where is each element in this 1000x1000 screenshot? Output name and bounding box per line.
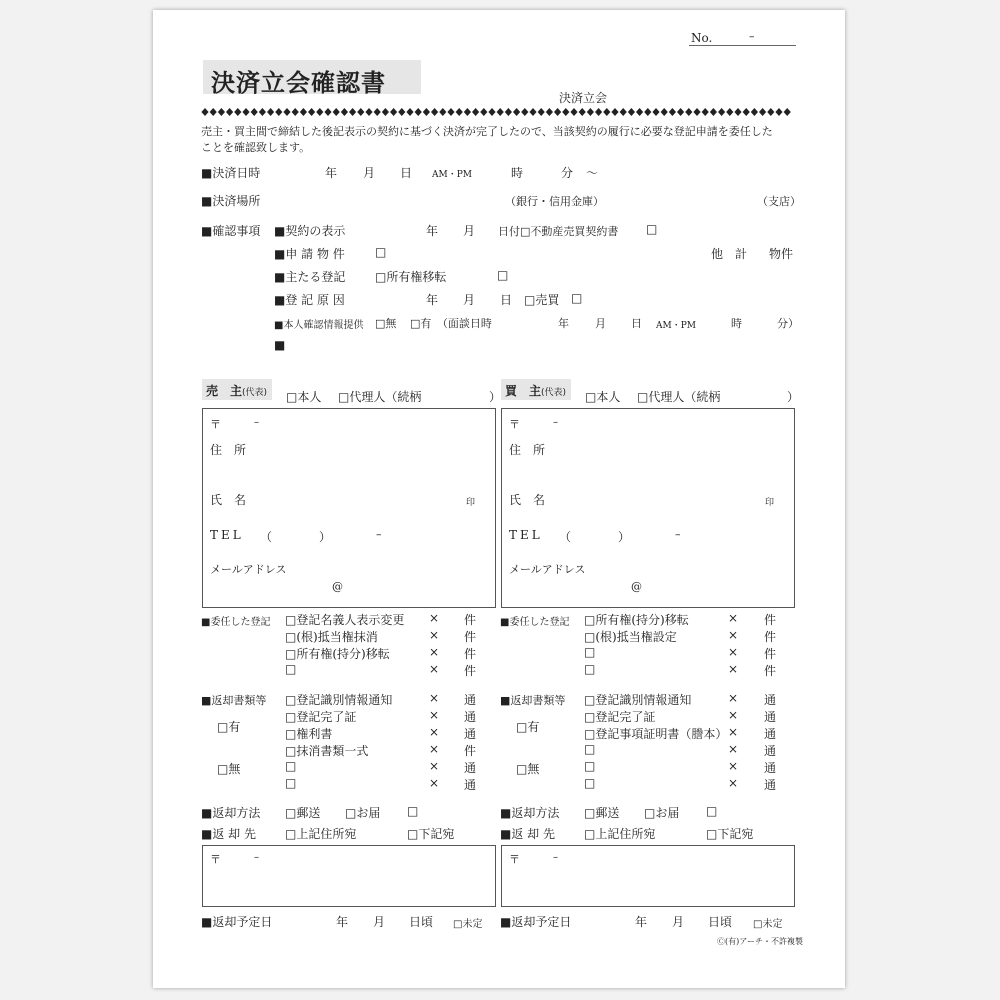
contract-year: 年 xyxy=(426,224,439,238)
buyer-tel-close: ） xyxy=(618,530,631,544)
buyer-method-pickup[interactable]: □お届 xyxy=(644,806,680,820)
identity-hour: 時 xyxy=(731,317,742,330)
list-item-unit: 通 xyxy=(464,761,477,775)
diamond-shape xyxy=(283,108,290,116)
diamond-shape xyxy=(710,108,717,116)
diamond-shape xyxy=(546,108,553,116)
copyright-notice: Ⓒ(有)アーチ・不許複製 xyxy=(717,937,804,946)
contract-month: 月 xyxy=(463,224,476,238)
buyer-agent-close: ） xyxy=(787,390,800,404)
buyer-postal-mark: 〒 xyxy=(509,418,520,431)
buyer-info-box xyxy=(501,408,795,608)
seller-schedule-undecided[interactable]: □未定 xyxy=(453,919,483,930)
list-item[interactable]: □ xyxy=(584,662,596,676)
seller-schedule-day: 日頃 xyxy=(409,915,434,929)
seller-tel-dash: – xyxy=(376,528,382,541)
list-item[interactable]: □(根)抵当権設定 xyxy=(584,630,677,644)
diamond-shape xyxy=(308,108,315,116)
list-item-times: × xyxy=(429,742,440,756)
identity-yes-option[interactable]: □有 （面談日時 xyxy=(410,317,492,330)
diamond-shape xyxy=(702,108,709,116)
buyer-dest-postal: 〒 xyxy=(509,853,520,866)
diamond-shape xyxy=(300,108,307,116)
buyer-dest-above[interactable]: □上記住所宛 xyxy=(584,827,656,841)
seller-dest-above[interactable]: □上記住所宛 xyxy=(285,827,357,841)
diamond-shape xyxy=(595,108,602,116)
buyer-dest-box[interactable] xyxy=(501,845,795,907)
identity-year: 年 xyxy=(558,317,569,330)
seller-method-mail[interactable]: □郵送 xyxy=(285,806,321,820)
seller-schedule-year: 年 xyxy=(336,915,349,929)
buyer-tag-small: (代表) xyxy=(541,388,567,398)
list-item[interactable]: □登記識別情報通知 xyxy=(285,693,393,707)
seller-dest-postal: 〒 xyxy=(210,853,221,866)
diamond-shape xyxy=(382,108,389,116)
list-item-times: × xyxy=(728,742,739,756)
diamond-shape xyxy=(275,108,282,116)
diamond-shape xyxy=(259,108,266,116)
cause-checkbox[interactable]: □ xyxy=(571,291,583,305)
list-item-times: × xyxy=(429,776,440,790)
buyer-method-mail[interactable]: □郵送 xyxy=(584,806,620,820)
buyer-delegated-label: ■委任した登記 xyxy=(500,617,570,628)
buyer-name-label: 氏 名 xyxy=(509,493,546,507)
diamond-shape xyxy=(251,108,258,116)
settlement-tilde: 〜 xyxy=(586,166,599,180)
diamond-shape xyxy=(620,108,627,116)
list-item-unit: 件 xyxy=(764,647,777,661)
seller-method-label: ■返却方法 xyxy=(201,806,261,820)
buyer-agent-option[interactable]: □代理人（続柄 xyxy=(637,390,721,404)
buyer-mail-at: @ xyxy=(631,580,642,593)
seller-postal-dash: – xyxy=(254,417,259,428)
intro-line-1: 売主・買主間で締結した後記表示の契約に基づく決済が完了したので、当該契約の履行に必要な登記申請を委任した xyxy=(201,125,773,138)
seller-delegated-label: ■委任した登記 xyxy=(201,617,271,628)
page-title: 決済立会確認書 xyxy=(211,69,386,97)
diamond-shape xyxy=(726,108,733,116)
diamond-shape xyxy=(218,108,225,116)
seller-tag-small: (代表) xyxy=(242,388,268,398)
diamond-shape xyxy=(242,108,249,116)
settlement-place-label: ■決済場所 xyxy=(201,194,261,208)
list-item-times: × xyxy=(429,708,440,722)
seller-tel-label: TEL xyxy=(210,528,244,542)
diamond-shape xyxy=(357,108,364,116)
diamond-shape xyxy=(505,108,512,116)
list-item[interactable]: □ xyxy=(584,776,596,790)
diamond-divider xyxy=(201,108,795,116)
buyer-postal-dash: – xyxy=(553,417,558,428)
property-other: 他 計 xyxy=(711,247,748,261)
diamond-shape xyxy=(333,108,340,116)
list-item-times: × xyxy=(728,776,739,790)
identity-day: 日 xyxy=(631,317,642,330)
seller-postal-mark: 〒 xyxy=(210,418,221,431)
diamond-shape xyxy=(718,108,725,116)
diamond-shape xyxy=(579,108,586,116)
settlement-branch: （支店） xyxy=(757,195,801,208)
buyer-self-option[interactable]: □本人 xyxy=(585,390,621,404)
buyer-dest-dash: – xyxy=(553,852,558,863)
list-item-unit: 件 xyxy=(464,630,477,644)
seller-dest-box[interactable] xyxy=(202,845,496,907)
buyer-schedule-day: 日頃 xyxy=(708,915,733,929)
settlement-bank: （銀行・信用金庫） xyxy=(505,195,604,208)
diamond-shape xyxy=(661,108,668,116)
list-item[interactable]: □登記名義人表示変更 xyxy=(285,613,405,627)
list-item-unit: 件 xyxy=(764,630,777,644)
title-box xyxy=(203,60,421,97)
diamond-shape xyxy=(538,108,545,116)
list-item[interactable]: □ xyxy=(285,776,297,790)
buyer-tag xyxy=(501,379,571,400)
buyer-tag-label: 買 主 xyxy=(505,384,542,398)
list-item-unit: 通 xyxy=(764,761,777,775)
diamond-divider-graphic xyxy=(201,108,795,116)
diamond-shape xyxy=(685,108,692,116)
diamond-shape xyxy=(513,108,520,116)
list-item-unit: 通 xyxy=(464,778,477,792)
list-item-unit: 件 xyxy=(464,613,477,627)
seller-info-box xyxy=(202,408,496,608)
diamond-shape xyxy=(201,108,208,116)
diamond-shape xyxy=(406,108,413,116)
seller-name-label: 氏 名 xyxy=(210,493,247,507)
diamond-shape xyxy=(415,108,422,116)
diamond-shape xyxy=(234,108,241,116)
list-item-unit: 件 xyxy=(464,744,477,758)
list-item[interactable]: □ xyxy=(584,759,596,773)
number-underline xyxy=(689,45,796,46)
list-item-times: × xyxy=(728,628,739,642)
main-registration-checkbox[interactable]: □ xyxy=(497,268,509,282)
list-item-times: × xyxy=(429,759,440,773)
number-label: No. xyxy=(691,31,713,45)
list-item-unit: 通 xyxy=(464,710,477,724)
cause-day: 日 xyxy=(500,293,513,307)
diamond-shape xyxy=(292,108,299,116)
diamond-shape xyxy=(267,108,274,116)
list-item[interactable]: □ xyxy=(584,742,596,756)
list-item-unit: 通 xyxy=(464,727,477,741)
list-item[interactable]: □登記完了証 xyxy=(285,710,357,724)
diamond-shape xyxy=(775,108,782,116)
list-item-unit: 件 xyxy=(464,664,477,678)
diamond-shape xyxy=(439,108,446,116)
buyer-returned-has[interactable]: □有 xyxy=(516,720,540,734)
diamond-shape xyxy=(734,108,741,116)
buyer-returned-none[interactable]: □無 xyxy=(516,762,540,776)
buyer-method-label: ■返却方法 xyxy=(500,806,560,820)
diamond-shape xyxy=(464,108,471,116)
property-unit: 物件 xyxy=(769,247,794,261)
identity-none-option[interactable]: □無 xyxy=(375,317,397,330)
diamond-shape xyxy=(767,108,774,116)
settlement-day: 日 xyxy=(400,166,413,180)
diamond-shape xyxy=(677,108,684,116)
cause-label: ■登 記 原 因 xyxy=(274,293,345,307)
list-item-times: × xyxy=(429,611,440,625)
buyer-tel-dash: – xyxy=(675,528,681,541)
seller-method-pickup[interactable]: □お届 xyxy=(345,806,381,820)
number-dash: – xyxy=(749,30,755,43)
list-item-times: × xyxy=(429,662,440,676)
list-item[interactable]: □所有権(持分)移転 xyxy=(285,647,390,661)
diamond-shape xyxy=(570,108,577,116)
diamond-shape xyxy=(226,108,233,116)
settlement-ampm: AM・PM xyxy=(432,170,472,180)
buyer-schedule-month: 月 xyxy=(672,915,685,929)
diamond-shape xyxy=(611,108,618,116)
seller-tag-label: 売 主 xyxy=(206,384,243,398)
seller-dest-below[interactable]: □下記宛 xyxy=(407,827,455,841)
seller-dest-dash: – xyxy=(254,852,259,863)
seller-schedule-label: ■返却予定日 xyxy=(201,915,273,929)
list-item[interactable]: □登記識別情報通知 xyxy=(584,693,692,707)
seller-seal: 印 xyxy=(466,498,476,508)
list-item-times: × xyxy=(728,645,739,659)
list-item[interactable]: □ xyxy=(584,645,596,659)
seller-agent-option[interactable]: □代理人（続柄 xyxy=(338,390,422,404)
diamond-shape xyxy=(456,108,463,116)
diamond-shape xyxy=(398,108,405,116)
seller-method-checkbox[interactable]: □ xyxy=(407,804,419,818)
buyer-returned-label: ■返却書類等 xyxy=(500,694,566,707)
buyer-seal: 印 xyxy=(765,498,775,508)
identity-label: ■本人確認情報提供 xyxy=(274,320,364,331)
diamond-shape xyxy=(603,108,610,116)
identity-ampm: AM・PM xyxy=(656,321,696,331)
buyer-address-label: 住 所 xyxy=(509,443,546,457)
list-item-times: × xyxy=(728,725,739,739)
diamond-shape xyxy=(472,108,479,116)
identity-month: 月 xyxy=(595,317,606,330)
diamond-shape xyxy=(521,108,528,116)
diamond-shape xyxy=(751,108,758,116)
buyer-dest-label: ■返 却 先 xyxy=(500,827,555,841)
diamond-shape xyxy=(349,108,356,116)
list-item-unit: 通 xyxy=(764,727,777,741)
main-registration-option[interactable]: □所有権移転 xyxy=(375,270,447,284)
diamond-shape xyxy=(644,108,651,116)
buyer-schedule-year: 年 xyxy=(635,915,648,929)
witness-label: 決済立会 xyxy=(559,91,608,105)
contract-extra-checkbox[interactable]: □ xyxy=(646,222,658,236)
seller-tel-open: （ xyxy=(260,530,273,544)
seller-tag xyxy=(202,379,272,400)
seller-self-option[interactable]: □本人 xyxy=(286,390,322,404)
diamond-shape xyxy=(365,108,372,116)
diamond-shape xyxy=(652,108,659,116)
intro-line-2: ことを確認致します。 xyxy=(201,141,311,154)
identity-minute: 分） xyxy=(777,317,799,330)
list-item-unit: 通 xyxy=(464,693,477,707)
diamond-shape xyxy=(693,108,700,116)
seller-returned-has[interactable]: □有 xyxy=(217,720,241,734)
diamond-shape xyxy=(587,108,594,116)
buyer-dest-below[interactable]: □下記宛 xyxy=(706,827,754,841)
buyer-schedule-label: ■返却予定日 xyxy=(500,915,572,929)
diamond-shape xyxy=(497,108,504,116)
list-item-unit: 件 xyxy=(464,647,477,661)
list-item-unit: 通 xyxy=(764,778,777,792)
diamond-shape xyxy=(390,108,397,116)
list-item[interactable]: □(根)抵当権抹消 xyxy=(285,630,378,644)
main-registration-label: ■主たる登記 xyxy=(274,270,346,284)
buyer-tel-label: TEL xyxy=(509,528,543,542)
form-sheet xyxy=(153,10,845,988)
cause-sale-option[interactable]: □売買 xyxy=(524,293,560,307)
diamond-shape xyxy=(669,108,676,116)
settlement-year: 年 xyxy=(325,166,338,180)
seller-agent-close: ） xyxy=(489,390,502,404)
buyer-schedule-undecided[interactable]: □未定 xyxy=(753,919,783,930)
diamond-shape xyxy=(759,108,766,116)
diamond-shape xyxy=(316,108,323,116)
diamond-shape xyxy=(488,108,495,116)
cause-year: 年 xyxy=(426,293,439,307)
list-item-unit: 通 xyxy=(764,744,777,758)
settlement-date-label: ■決済日時 xyxy=(201,166,261,180)
list-item[interactable]: □登記完了証 xyxy=(584,710,656,724)
settlement-minute: 分 xyxy=(561,166,574,180)
diamond-shape xyxy=(743,108,750,116)
confirm-label: ■確認事項 xyxy=(201,224,261,238)
settlement-hour: 時 xyxy=(511,166,524,180)
contract-dated: 日付□不動産売買契約書 xyxy=(498,225,619,238)
settlement-month: 月 xyxy=(363,166,376,180)
diamond-shape xyxy=(636,108,643,116)
list-item-times: × xyxy=(429,645,440,659)
diamond-shape xyxy=(480,108,487,116)
diamond-shape xyxy=(562,108,569,116)
list-item-times: × xyxy=(728,708,739,722)
diamond-shape xyxy=(423,108,430,116)
list-item[interactable]: □ xyxy=(285,662,297,676)
seller-mail-label: メールアドレス xyxy=(210,563,287,576)
cause-month: 月 xyxy=(463,293,476,307)
property-checkbox[interactable]: □ xyxy=(375,245,387,259)
diamond-shape xyxy=(529,108,536,116)
list-item-times: × xyxy=(728,691,739,705)
list-item[interactable]: □権利書 xyxy=(285,727,333,741)
list-item[interactable]: □所有権(持分)移転 xyxy=(584,613,689,627)
buyer-method-checkbox[interactable]: □ xyxy=(706,804,718,818)
diamond-shape xyxy=(341,108,348,116)
list-item-times: × xyxy=(728,611,739,625)
diamond-shape xyxy=(554,108,561,116)
list-item-unit: 件 xyxy=(764,664,777,678)
diamond-shape xyxy=(324,108,331,116)
diamond-shape xyxy=(374,108,381,116)
seller-schedule-month: 月 xyxy=(373,915,386,929)
buyer-tel-open: （ xyxy=(559,530,572,544)
buyer-mail-label: メールアドレス xyxy=(509,563,586,576)
diamond-shape xyxy=(210,108,217,116)
list-item-times: × xyxy=(429,691,440,705)
diamond-shape xyxy=(628,108,635,116)
list-item-times: × xyxy=(429,725,440,739)
property-label: ■申 請 物 件 xyxy=(274,247,345,261)
list-item-unit: 通 xyxy=(764,693,777,707)
seller-address-label: 住 所 xyxy=(210,443,247,457)
list-item-times: × xyxy=(728,759,739,773)
list-item[interactable]: □登記事項証明書（謄本） xyxy=(584,727,728,741)
seller-returned-none[interactable]: □無 xyxy=(217,762,241,776)
seller-dest-label: ■返 却 先 xyxy=(201,827,256,841)
list-item[interactable]: □抹消書類一式 xyxy=(285,744,369,758)
list-item[interactable]: □ xyxy=(285,759,297,773)
diamond-shape xyxy=(447,108,454,116)
seller-returned-label: ■返却書類等 xyxy=(201,694,267,707)
diamond-shape xyxy=(431,108,438,116)
seller-mail-at: @ xyxy=(332,580,343,593)
list-item-times: × xyxy=(728,662,739,676)
list-item-times: × xyxy=(429,628,440,642)
confirm-extra-item: ■ xyxy=(274,338,286,352)
list-item-unit: 件 xyxy=(764,613,777,627)
seller-tel-close: ） xyxy=(319,530,332,544)
contract-label: ■契約の表示 xyxy=(274,224,346,238)
diamond-shape xyxy=(784,108,791,116)
list-item-unit: 通 xyxy=(764,710,777,724)
